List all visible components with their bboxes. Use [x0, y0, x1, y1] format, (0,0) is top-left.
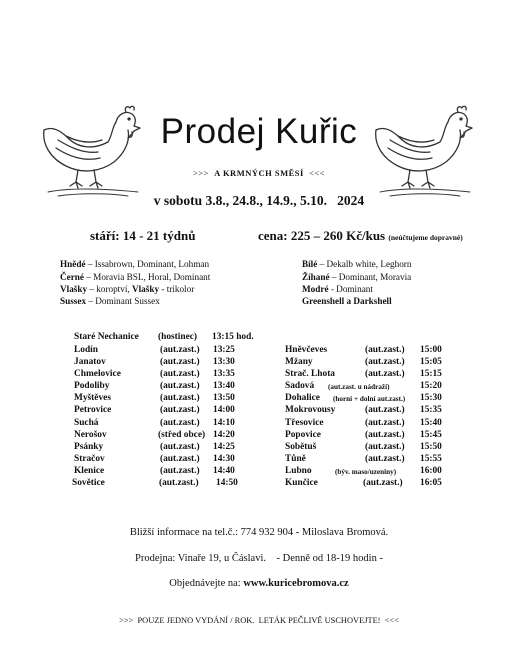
stop-place: Kunčice — [285, 478, 318, 488]
stop-place: Mokrovousy — [285, 405, 336, 415]
stop-type: (aut.zast.) — [160, 393, 200, 403]
breed-item: Černé – Moravia BSL, Horal, Dominant — [60, 272, 211, 282]
stop-place: Chmelovice — [74, 369, 121, 379]
stop-place: Hněvčeves — [285, 345, 328, 355]
stop-time: 15:50 — [420, 442, 442, 452]
stop-type: (střed obce) — [158, 430, 206, 440]
stop-type: (aut.zast.) — [365, 357, 405, 367]
breed-item: Sussex – Dominant Sussex — [60, 296, 160, 306]
stop-place: Sobětuš — [285, 442, 317, 452]
stop-place: Tůně — [285, 454, 306, 464]
sale-dates: v sobotu 3.8., 24.8., 14.9., 5.10. 2024 — [153, 193, 365, 208]
stop-place: Sovětice — [72, 478, 105, 488]
age-range: stáří: 14 - 21 týdnů — [90, 228, 196, 243]
stop-type: (aut.zast.) — [160, 454, 200, 464]
stop-type: (aut.zast.) — [363, 478, 403, 488]
breed-item: Vlašky – koroptví, Vlašky - trikolor — [60, 284, 195, 294]
stop-time: 15:20 — [420, 381, 442, 391]
stop-time: 14:20 — [213, 430, 235, 440]
stop-place: Podoliby — [74, 381, 110, 391]
stop-place: Sadová — [285, 381, 315, 391]
breed-item: Modré - Dominant — [302, 284, 373, 294]
notice: >>> POUZE JEDNO VYDÁNÍ / ROK. LETÁK PEČLIVĚ USCHOVEJTE! <<< — [119, 616, 399, 625]
stop-type: (aut.zast. u nádraží) — [328, 383, 390, 391]
stop-time: 16:00 — [420, 466, 442, 476]
page-title: Prodej Kuřic — [160, 112, 358, 151]
stop-type: (horní + dolní aut.zast.) — [333, 395, 406, 403]
stop-time: 14:50 — [216, 478, 238, 488]
stop-time: 15:00 — [420, 345, 442, 355]
stop-time: 15:40 — [420, 418, 442, 428]
stop-place: Stračov — [74, 454, 105, 464]
subtitle-suffix: <<< — [309, 168, 325, 178]
stop-time: 13:40 — [213, 381, 235, 391]
stop-time: 15:55 — [420, 454, 442, 464]
breed-item: Greenshell a Darkshell — [302, 296, 392, 306]
stop-time: 14:30 — [213, 454, 235, 464]
stop-type: (aut.zast.) — [160, 442, 200, 452]
stop-place: Lodín — [74, 345, 98, 355]
stop-time: 14:25 — [213, 442, 235, 452]
stop-place: Myštěves — [74, 393, 111, 403]
stop-type: (aut.zast.) — [160, 418, 200, 428]
stop-time: 15:35 — [420, 405, 442, 415]
subtitle — [0, 168, 518, 178]
website-link[interactable]: www.kuricebromova.cz — [243, 578, 349, 589]
stop-time: 15:05 — [420, 357, 442, 367]
stop-place: Nerošov — [74, 430, 107, 440]
stop-time: 14:00 — [213, 405, 235, 415]
stop-type: (aut.zast.) — [365, 345, 405, 355]
stop-place: Staré Nechanice — [74, 332, 139, 342]
stop-place: Suchá — [74, 418, 99, 428]
stop-type: (aut.zast.) — [160, 345, 200, 355]
stop-place: Klenice — [74, 466, 105, 476]
stop-type: (aut.zast.) — [160, 405, 200, 415]
stop-time: 14:40 — [213, 466, 235, 476]
stop-type: (aut.zast.) — [365, 405, 405, 415]
stop-place: Psánky — [74, 442, 104, 452]
stop-time: 15:30 — [420, 393, 442, 403]
stop-type: (býv. maso/uzeniny) — [335, 468, 397, 476]
stop-type: (aut.zast.) — [365, 418, 405, 428]
stop-type: (aut.zast.) — [365, 442, 405, 452]
stop-type: (aut.zast.) — [160, 381, 200, 391]
stop-type: (hostinec) — [158, 332, 198, 342]
stop-place: Popovice — [285, 430, 321, 440]
stop-time: 15:45 — [420, 430, 442, 440]
subtitle-prefix: >>> — [193, 168, 209, 178]
stop-time: 13:35 — [213, 369, 235, 379]
stop-time: 13:25 — [213, 345, 235, 355]
stop-time: 14:10 — [213, 418, 235, 428]
shop-info: Prodejna: Vinaře 19, u Čáslavi. - Denně od 18-19 hodin - — [135, 553, 383, 564]
order-info — [0, 578, 518, 589]
stop-place: Mžany — [285, 357, 313, 367]
contact-info: Bližší informace na tel.č.: 774 932 904 - Miloslava Bromová. — [129, 527, 389, 538]
order-label: Objednávejte na: — [169, 578, 244, 589]
stop-place: Lubno — [285, 466, 312, 476]
price — [258, 228, 463, 244]
stop-place: Petrovice — [74, 405, 112, 415]
stop-place: Třesovice — [285, 418, 324, 428]
stop-type: (aut.zast.) — [160, 357, 200, 367]
breed-item: Bílé – Dekalb white, Leghorn — [302, 259, 412, 269]
stop-time: 15:15 — [420, 369, 442, 379]
stop-place: Strač. Lhota — [285, 369, 335, 379]
breed-item: Hnědé – Issabrown, Dominant, Lohman — [60, 259, 210, 269]
stop-place: Dohalice — [285, 393, 320, 403]
stop-time: 16:05 — [420, 478, 442, 488]
stop-time: 13:15 hod. — [212, 332, 254, 342]
stop-type: (aut.zast.) — [160, 466, 200, 476]
subtitle-text: A KRMNÝCH SMĚSÍ — [214, 168, 304, 178]
stop-type: (aut.zast.) — [159, 478, 199, 488]
stop-type: (aut.zast.) — [160, 369, 200, 379]
stop-time: 13:30 — [213, 357, 235, 367]
stop-time: 13:50 — [213, 393, 235, 403]
stop-place: Janatov — [74, 357, 106, 367]
stop-type: (aut.zast.) — [365, 430, 405, 440]
breed-item: Žíhané – Dominant, Moravia — [302, 272, 412, 282]
stop-type: (aut.zast.) — [365, 454, 405, 464]
stop-type: (aut.zast.) — [365, 369, 405, 379]
price-note: (neúčtujeme dopravné) — [388, 233, 463, 242]
price-label: cena: 225 – 260 Kč/kus — [258, 228, 386, 243]
